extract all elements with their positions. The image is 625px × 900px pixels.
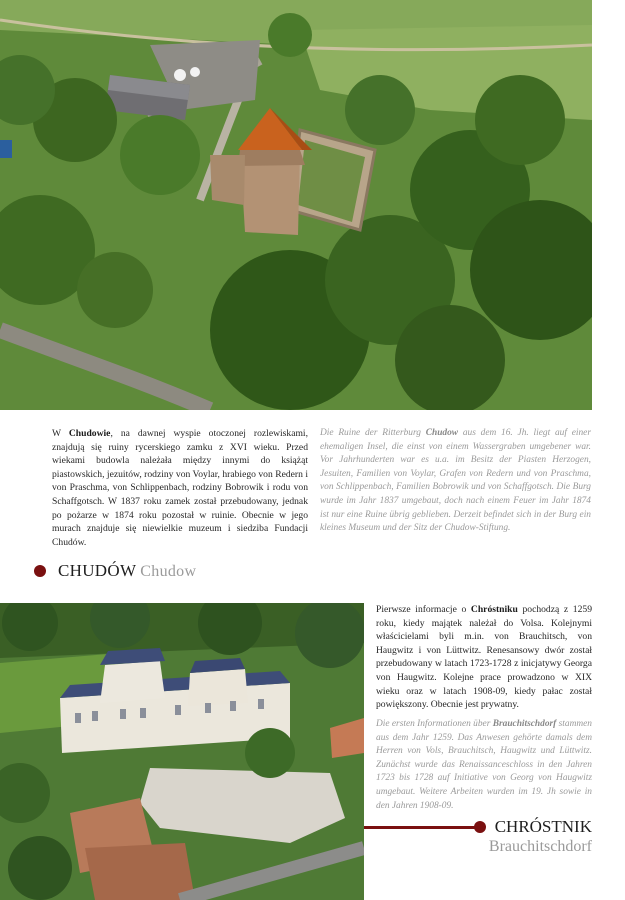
chrostnik-palace-photo: [0, 603, 364, 900]
chudow-bullet-marker: [34, 565, 46, 577]
chrostnik-polish-text: Pierwsze informacje o Chróstniku pochodzą z 1259 roku, kiedy majątek należał do Volsa. Kolejnymi właścicielami byli m.in. von Brauchitsch, von Haugwitz i von Lüttwitz. Renesansowy dwór został przebudowany w latach 1723-1728 z inicjatywy Georga von Haugwitz. Kolejne prace prowadzono w XIX wieku oraz w latach 1908-09, kiedy pałac został powiększony. Obecnie jest prywatny.: [376, 604, 592, 711]
chrostnik-heading: CHRÓSTNIK: [494, 817, 592, 836]
chrostnik-german-text: Die ersten Informationen über Brauchitschdorf stammen aus dem Jahr 1259. Das Anwesen gehörte damals dem Herren von Vols, Brauchitsch, Haugwitz und Lüttwitz. Zunächst wurde das Renaissanceschloss in den Jahren 1723 bis 1728 auf Initiative von Georg von Haugwitz umgebaut. Weitere Arbeiten wurden im 19. Jh sowie in den Jahren 1908-09.: [376, 719, 592, 811]
chrostnik-german-keyword: Brauchitschdorf: [492, 719, 557, 729]
chudow-german-keyword: Chudow: [425, 428, 459, 438]
chudow-keyword: Chudowie: [68, 428, 111, 439]
chrostnik-german-heading: Brauchitschdorf: [488, 838, 592, 855]
chudow-heading: CHUDÓW Chudow: [58, 561, 197, 580]
chudow-castle-photo: [0, 0, 592, 410]
chrostnik-keyword: Chróstniku: [470, 604, 518, 615]
chudow-polish-text: W Chudowie, na dawnej wyspie otoczonej rozlewiskami, znajdują się ruiny rycerskiego zamku z XVI wieku. Przed wiekami budowla należała między innymi do książąt piastowskich, jezuitów, rodziny von Voylar, hrabiego von Redern i von Praschma, von Schlippenbach, rodziny Bobrowik i rodu von Schaffgotsch. W 1837 roku zamek został przebudowany, jednak po pożarze w 1874 roku pozostał w ruinie. Obecnie w jego murach znajduje się niewielkie muzeum i siedziba Fundacji Chudów.: [52, 428, 308, 548]
chudow-german-text: Die Ruine der Ritterburg Chudow aus dem 16. Jh. liegt auf einer ehemaligen Insel, die einst von einem Wassergraben umgebener war. Vor Jahrhunderten war es u.a. im Besitz der Piasten Herzogen, Jesuiten, Familien von Voylar, Grafen von Redern und von Praschma, von Schlippenbach, Familien Bobrowik und von Schaffgotsch. Die Burg wurde im Jahr 1837 umgebaut, doch nach einem Feuer im Jahr 1874 ist nur eine Ruine übrig geblieben. Derzeit befindet sich in der Burg ein kleines Museum und der Sitz der Chudow-Stiftung.: [320, 428, 591, 534]
chrostnik-accent-bar: [364, 826, 480, 829]
chrostnik-bullet-marker: [474, 821, 486, 833]
